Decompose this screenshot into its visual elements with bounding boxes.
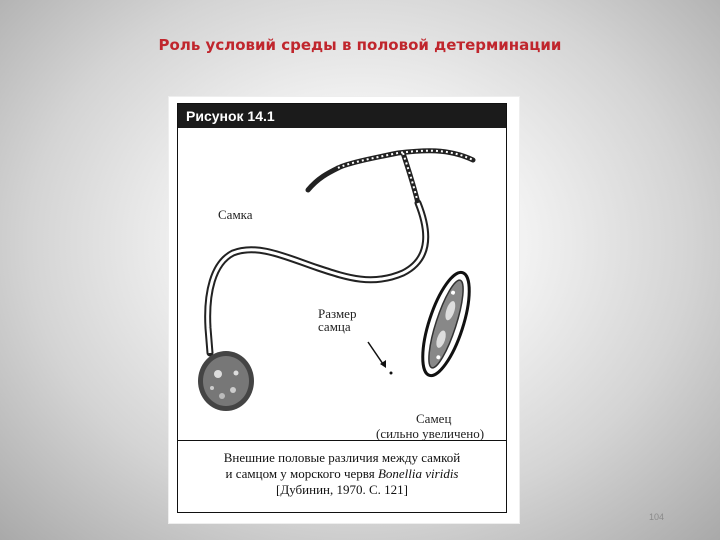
female-trunk-icon [198, 351, 254, 411]
female-proboscis-icon [308, 151, 473, 203]
male-size-arrow-icon [368, 342, 393, 375]
caption-line-2 [178, 466, 506, 482]
caption-line-1: Внешние половые различия между самкой [223, 450, 461, 465]
figure-frame [177, 103, 507, 513]
female-label: Самка [218, 207, 253, 222]
figure-header: Рисунок 14.1 [178, 104, 506, 128]
figure-caption [178, 450, 506, 498]
slide-title: Роль условий среды в половой детерминации [158, 36, 562, 54]
male-size-label-line2: самца [318, 319, 351, 334]
male-label-line1: Самец [416, 411, 452, 426]
figure-image [168, 96, 520, 524]
caption-line-3: [Дубинин, 1970. С. 121] [276, 482, 408, 497]
caption-species: Bonellia viridis [377, 466, 459, 481]
male-size-label-line1: Размер [318, 306, 357, 321]
page-number: 104 [648, 512, 664, 522]
male-label-line2: (сильно увеличено) [376, 426, 485, 441]
figure-divider [178, 440, 506, 441]
bonellia-drawing [178, 128, 508, 440]
caption-line-2-prefix: и самцом у морского червя [225, 466, 375, 481]
male-worm-icon [413, 267, 479, 380]
